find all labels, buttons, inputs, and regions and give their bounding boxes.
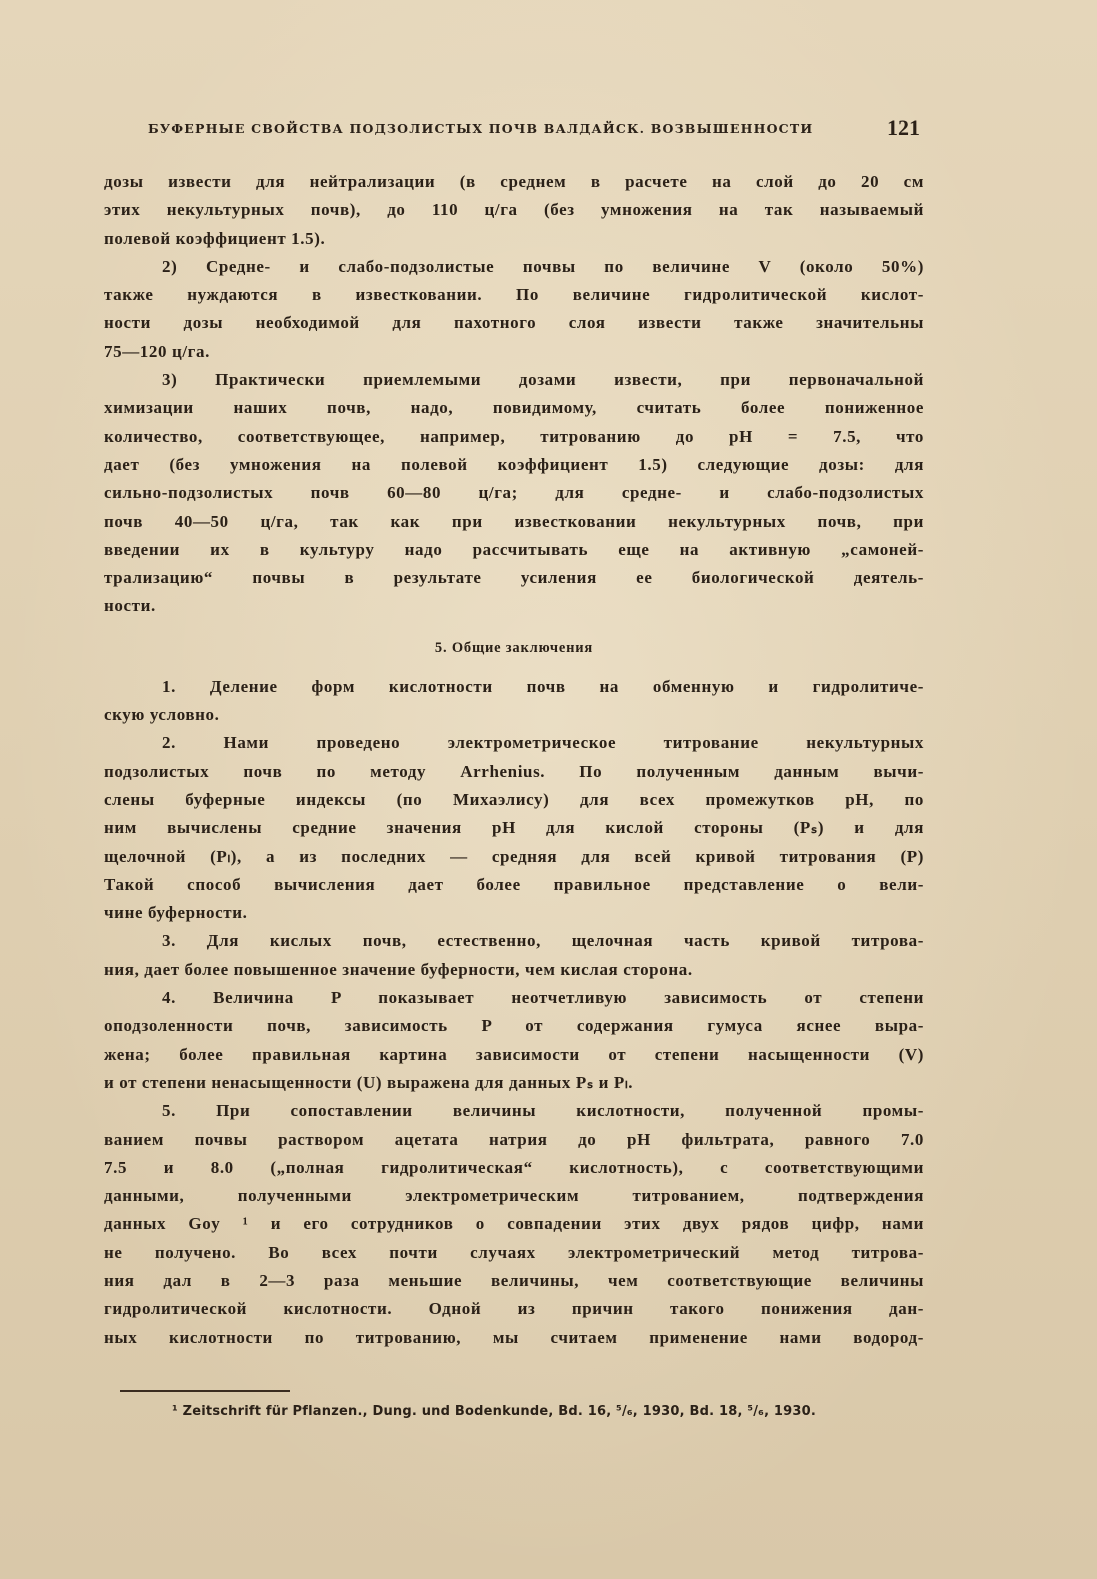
text-line: слены буферные индексы (по Михаэлису) для всех промежутков pH, по (104, 789, 924, 809)
text-line: оподзоленности почв, зависимость P от содержания гумуса яснее выра- (104, 1016, 924, 1036)
text-line: жена; более правильная картина зависимости от степени насыщенности (V) (104, 1044, 924, 1064)
text-line: почв 40—50 ц/га, так как при известковании некультурных почв, при (104, 511, 924, 531)
text-line: 7.5 и 8.0 („полная гидролитическая“ кислотность), с соответствующими (104, 1157, 924, 1177)
text-line: данных Goy ¹ и его сотрудников о совпадении этих двух рядов цифр, нами (104, 1214, 924, 1234)
text-line: 2) Средне- и слабо-подзолистые почвы по величине V (около 50%) (162, 256, 924, 276)
text-line: данными, полученными электрометрическим титрованием, подтверждения (104, 1186, 924, 1206)
text-line: количество, соответствующее, например, титрованию до pH = 7.5, что (104, 426, 924, 446)
text-line: и от степени ненасыщенности (U) выражена для данных Pₛ и Pₗ. (104, 1072, 634, 1092)
text-line: ним вычислены средние значения pH для кислой стороны (Pₛ) и для (104, 818, 924, 838)
text-line: также нуждаются в известковании. По величине гидролитической кислот- (104, 285, 924, 305)
text-line: этих некультурных почв), до 110 ц/га (без умножения на так называемый (104, 200, 924, 220)
text-line: 3) Практически приемлемыми дозами извести, при первоначальной (162, 370, 924, 390)
text-line: скую условно. (104, 705, 220, 725)
text-line: 75—120 ц/га. (104, 341, 210, 361)
text-line: 5. При сопоставлении величины кислотности, полученной промы- (162, 1101, 924, 1121)
text-line: введении их в культуру надо рассчитывать еще на активную „самоней- (104, 539, 924, 559)
text-line: 4. Величина P показывает неотчетливую зависимость от степени (162, 988, 924, 1008)
text-line: полевой коэффициент 1.5). (104, 228, 326, 248)
running-title: БУФЕРНЫЕ СВОЙСТВА ПОДЗОЛИСТЫХ ПОЧВ ВАЛДАЙСК. ВОЗВЫШЕННОСТИ (148, 121, 814, 136)
text-line: химизации наших почв, надо, повидимому, считать более пониженное (104, 398, 924, 418)
text-line: подзолистых почв по методу Arrhenius. По полученным данным вычи- (104, 761, 924, 781)
text-line: дает (без умножения на полевой коэффициент 1.5) следующие дозы: для (104, 454, 924, 474)
text-line: трализацию“ почвы в результате усиления ее биологической деятель- (104, 568, 924, 588)
footnote: ¹ Zeitschrift für Pflanzen., Dung. und Bodenkunde, Bd. 16, ⁵/₆, 1930, Bd. 18, ⁵/₆, 1930. (172, 1404, 817, 1419)
text-line: ности дозы необходимой для пахотного слоя извести также значительны (104, 313, 924, 333)
text-line: ных кислотности по титрованию, мы считаем применение нами водород- (104, 1327, 924, 1347)
text-line: ния дал в 2—3 раза меньшие величины, чем соответствующие величины (104, 1270, 924, 1290)
section-heading: 5. Общие заключения (434, 639, 594, 656)
text-line: 1. Деление форм кислотности почв на обменную и гидролитиче- (162, 676, 924, 696)
text-line: ванием почвы раствором ацетата натрия до pH фильтрата, равного 7.0 (104, 1129, 924, 1149)
text-line: дозы извести для нейтрализации (в среднем в расчете на слой до 20 см (104, 172, 924, 191)
text-line: щелочной (Pₗ), а из последних — средняя для всей кривой титрования (P) (104, 846, 924, 866)
footnote-divider (120, 1390, 290, 1392)
text-line: ности. (104, 596, 156, 616)
text-line: чине буферности. (104, 903, 248, 923)
page-number: 121 (887, 115, 920, 140)
text-line: не получено. Во всех почти случаях электрометрический метод титрова- (104, 1242, 924, 1262)
text-line: гидролитической кислотности. Одной из причин такого понижения дан- (104, 1299, 924, 1319)
text-line: Такой способ вычисления дает более правильное представление о вели- (104, 874, 924, 894)
body-text (104, 168, 924, 1352)
text-line: 2. Нами проведено электрометрическое титрование некультурных (162, 733, 924, 753)
text-line: ния, дает более повышенное значение буферности, чем кислая сторона. (104, 959, 693, 979)
running-header (148, 115, 928, 145)
text-line: сильно-подзолистых почв 60—80 ц/га; для средне- и слабо-подзолистых (104, 483, 924, 503)
text-line: 3. Для кислых почв, естественно, щелочная часть кривой титрова- (162, 931, 924, 951)
